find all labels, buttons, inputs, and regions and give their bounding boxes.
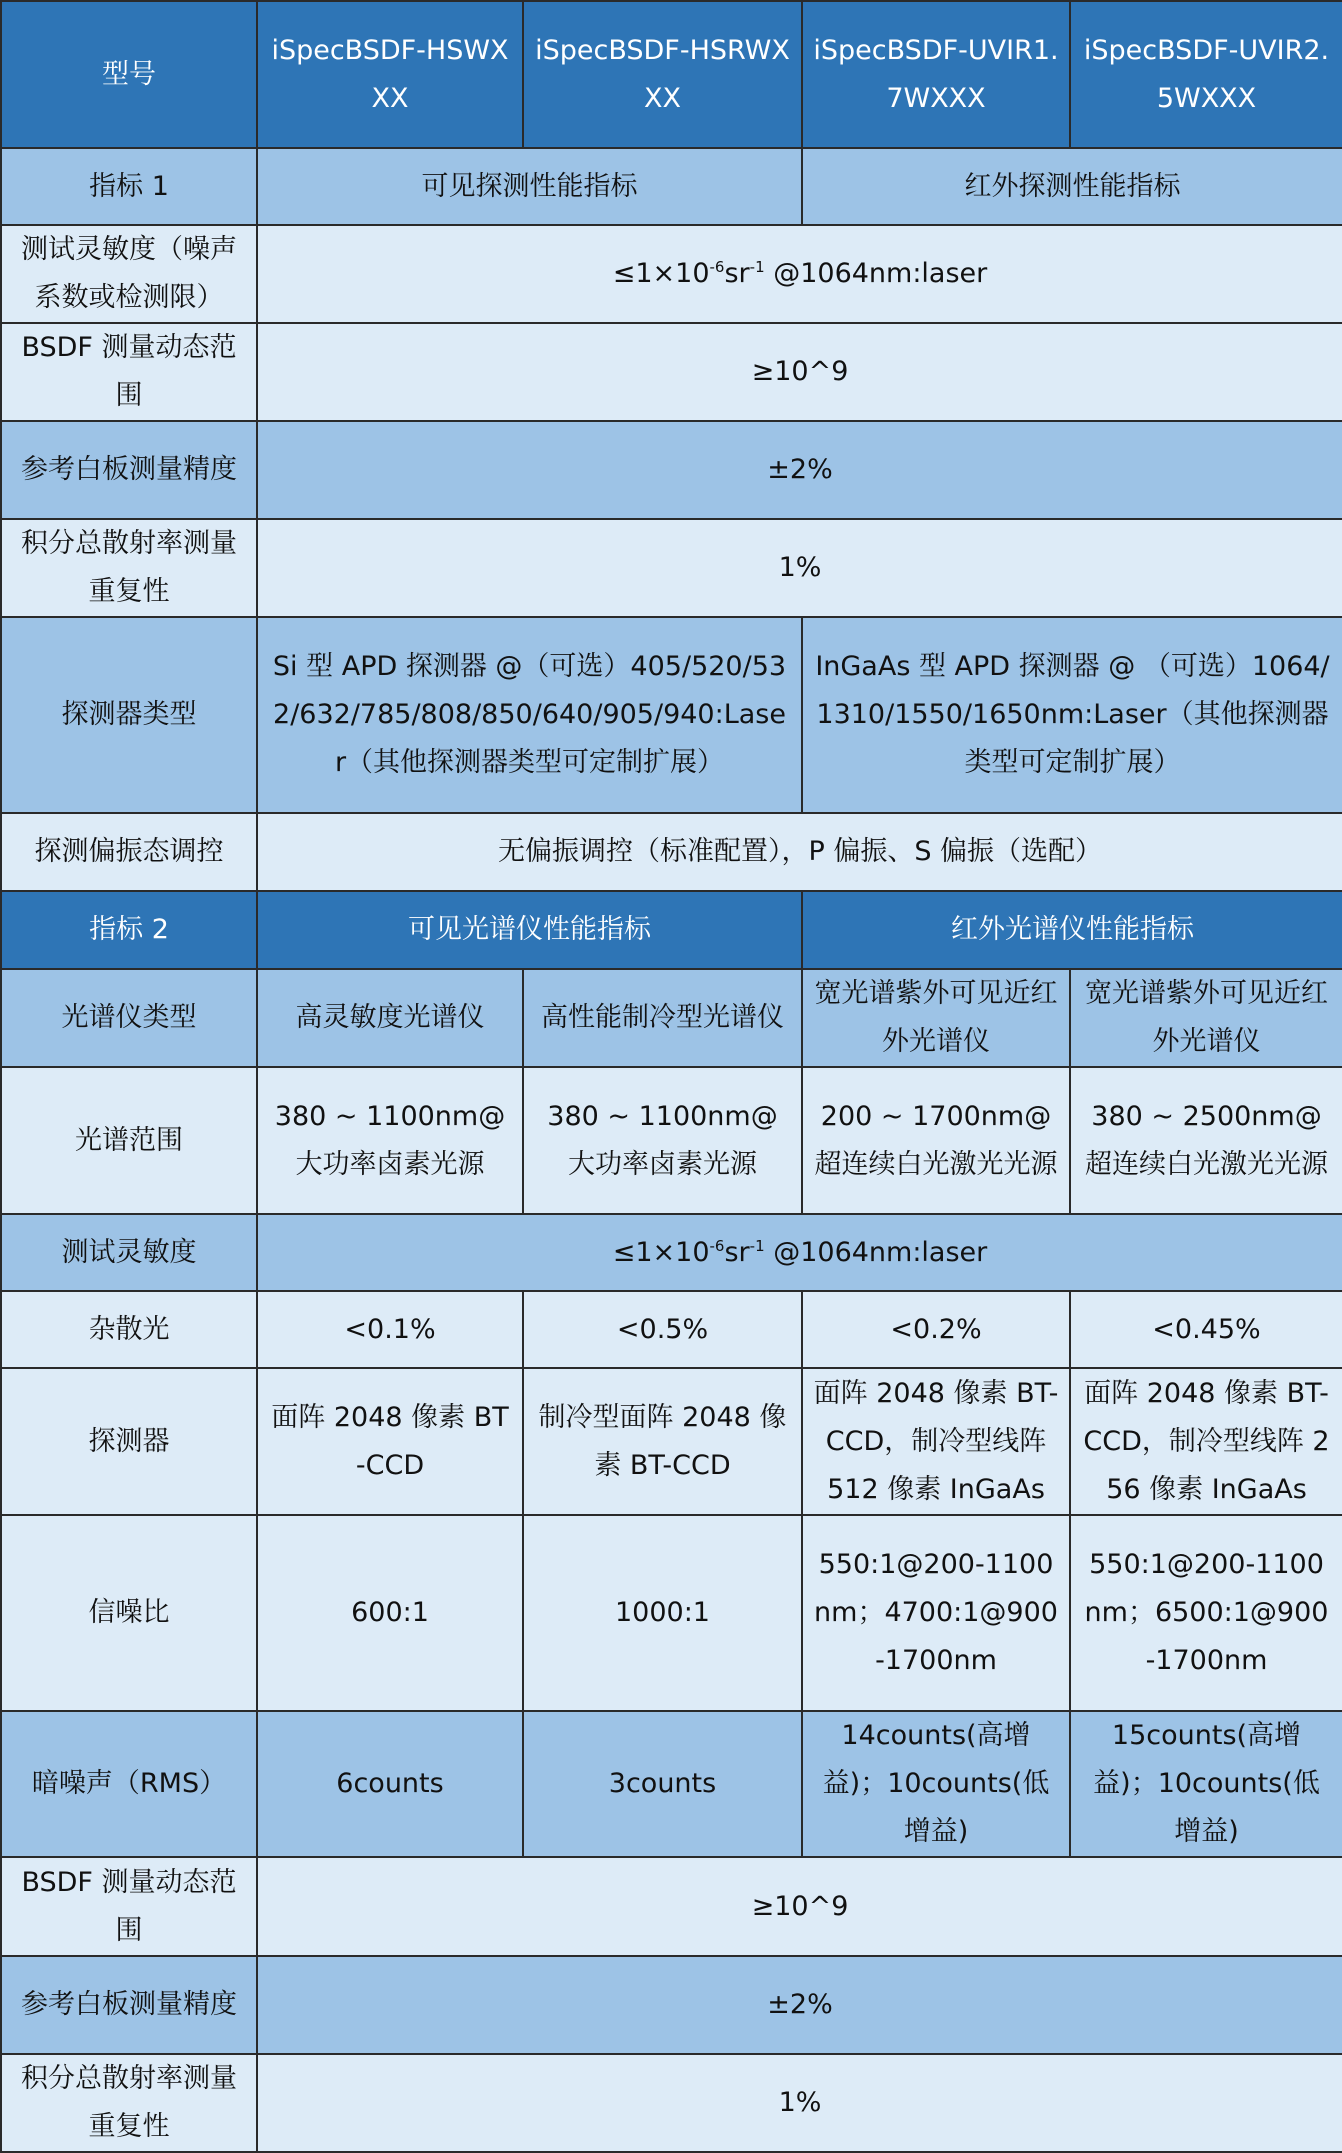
repeatability-value: 1% xyxy=(257,2054,1342,2152)
model-hswxxx: iSpecBSDF-HSWXXX xyxy=(257,1,523,148)
cell: 面阵 2048 像素 BT-CCD，制冷型线阵 256 像素 InGaAs xyxy=(1070,1368,1342,1515)
section2-visible-header: 可见光谱仪性能指标 xyxy=(257,891,802,969)
row-label: 测试灵敏度（噪声系数或检测限） xyxy=(1,225,257,323)
cell: 宽光谱紫外可见近红外光谱仪 xyxy=(1070,969,1342,1067)
table-row xyxy=(1,2054,1342,2152)
cell: 6counts xyxy=(257,1711,523,1857)
infrared-detector-type: InGaAs 型 APD 探测器 @ （可选）1064/1310/1550/1650nm:Laser（其他探测器类型可定制扩展） xyxy=(802,617,1342,813)
table-row xyxy=(1,225,1342,323)
cell: <0.45% xyxy=(1070,1291,1342,1368)
row-label: 探测器类型 xyxy=(1,617,257,813)
model-uvir17wxxx: iSpecBSDF-UVIR1.7WXXX xyxy=(802,1,1070,148)
table-row xyxy=(1,519,1342,617)
row-label: 探测偏振态调控 xyxy=(1,813,257,891)
cell: 15counts(高增益)；10counts(低增益) xyxy=(1070,1711,1342,1857)
cell: 380 ~ 1100nm@ 大功率卤素光源 xyxy=(523,1067,802,1214)
section1-header-row xyxy=(1,148,1342,225)
cell: 面阵 2048 像素 BT-CCD xyxy=(257,1368,523,1515)
table-row xyxy=(1,969,1342,1067)
model-uvir25wxxx: iSpecBSDF-UVIR2.5WXXX xyxy=(1070,1,1342,148)
cell: 600:1 xyxy=(257,1515,523,1711)
model-label: 型号 xyxy=(1,1,257,148)
cell: 550:1@200-1100nm；4700:1@900-1700nm xyxy=(802,1515,1070,1711)
section2-header-row xyxy=(1,891,1342,969)
cell: 宽光谱紫外可见近红外光谱仪 xyxy=(802,969,1070,1067)
section2-infrared-header: 红外光谱仪性能指标 xyxy=(802,891,1342,969)
polarization-value: 无偏振调控（标准配置），P 偏振、S 偏振（选配） xyxy=(257,813,1342,891)
row-label: 杂散光 xyxy=(1,1291,257,1368)
row-label: 参考白板测量精度 xyxy=(1,1956,257,2054)
row-label: 光谱范围 xyxy=(1,1067,257,1214)
cell: 14counts(高增益)；10counts(低增益) xyxy=(802,1711,1070,1857)
cell: 高性能制冷型光谱仪 xyxy=(523,969,802,1067)
cell: 3counts xyxy=(523,1711,802,1857)
cell: 200 ~ 1700nm@ 超连续白光激光光源 xyxy=(802,1067,1070,1214)
row-label: 积分总散射率测量重复性 xyxy=(1,2054,257,2152)
cell: 制冷型面阵 2048 像素 BT-CCD xyxy=(523,1368,802,1515)
sensitivity-value: $\le 1\times 10^{-6}sr^{-1}$ @1064nm:laser xyxy=(257,225,1342,323)
row-label: 光谱仪类型 xyxy=(1,969,257,1067)
table-row xyxy=(1,1857,1342,1956)
cell: 380 ~ 2500nm@ 超连续白光激光光源 xyxy=(1070,1067,1342,1214)
section1-title: 指标 1 xyxy=(1,148,257,225)
table-row xyxy=(1,323,1342,421)
cell: 1000:1 xyxy=(523,1515,802,1711)
table-row xyxy=(1,1214,1342,1291)
table-row xyxy=(1,1711,1342,1857)
whiteboard-value: ±2% xyxy=(257,421,1342,519)
dynamic-range-value: ≥10^9 xyxy=(257,323,1342,421)
row-label: 参考白板测量精度 xyxy=(1,421,257,519)
table-row xyxy=(1,1067,1342,1214)
row-label: 暗噪声（RMS） xyxy=(1,1711,257,1857)
row-label: 探测器 xyxy=(1,1368,257,1515)
table-row xyxy=(1,421,1342,519)
visible-detector-type: Si 型 APD 探测器 @（可选）405/520/532/632/785/808/850/640/905/940:Laser（其他探测器类型可定制扩展） xyxy=(257,617,802,813)
row-label: BSDF 测量动态范围 xyxy=(1,323,257,421)
whiteboard-value: ±2% xyxy=(257,1956,1342,2054)
cell: 550:1@200-1100nm；6500:1@900-1700nm xyxy=(1070,1515,1342,1711)
sensitivity-value: $\le 1\times 10^{-6}sr^{-1}$ @1064nm:laser xyxy=(257,1214,1342,1291)
row-label: 信噪比 xyxy=(1,1515,257,1711)
table-row xyxy=(1,813,1342,891)
cell: <0.2% xyxy=(802,1291,1070,1368)
row-label: 积分总散射率测量重复性 xyxy=(1,519,257,617)
cell: <0.1% xyxy=(257,1291,523,1368)
cell: 高灵敏度光谱仪 xyxy=(257,969,523,1067)
table-row xyxy=(1,1368,1342,1515)
section1-infrared-header: 红外探测性能指标 xyxy=(802,148,1342,225)
section1-visible-header: 可见探测性能指标 xyxy=(257,148,802,225)
row-label: BSDF 测量动态范围 xyxy=(1,1857,257,1956)
table-row xyxy=(1,1291,1342,1368)
cell: 面阵 2048 像素 BT-CCD，制冷型线阵 512 像素 InGaAs xyxy=(802,1368,1070,1515)
table-row xyxy=(1,617,1342,813)
table-row xyxy=(1,1515,1342,1711)
repeatability-value: 1% xyxy=(257,519,1342,617)
table-row xyxy=(1,1956,1342,2054)
row-label: 测试灵敏度 xyxy=(1,1214,257,1291)
cell: <0.5% xyxy=(523,1291,802,1368)
model-row xyxy=(1,1,1342,148)
dynamic-range-value: ≥10^9 xyxy=(257,1857,1342,1956)
model-hsrwxxx: iSpecBSDF-HSRWXXX xyxy=(523,1,802,148)
section2-title: 指标 2 xyxy=(1,891,257,969)
cell: 380 ~ 1100nm@ 大功率卤素光源 xyxy=(257,1067,523,1214)
